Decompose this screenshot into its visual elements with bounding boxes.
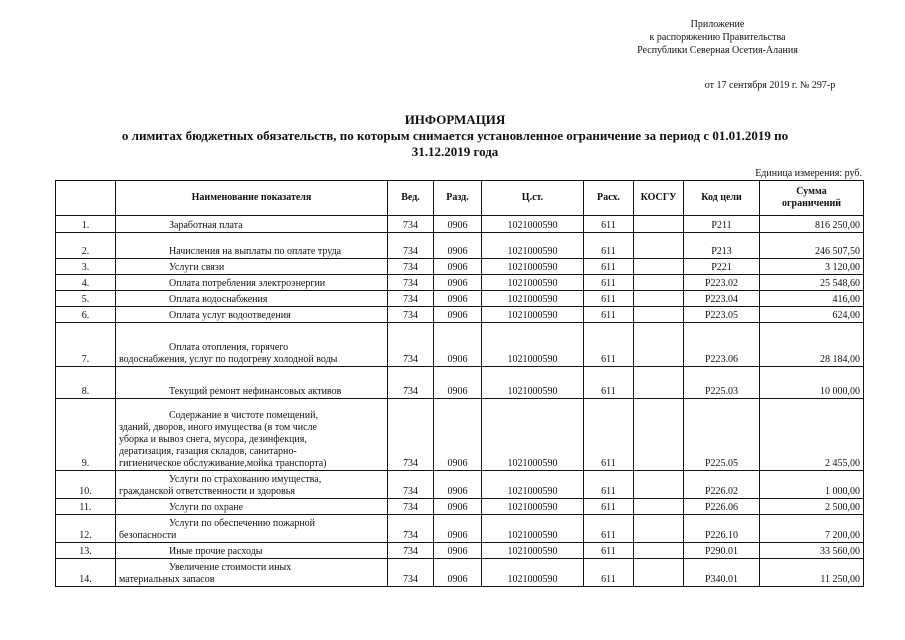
row-kosgu [634, 307, 684, 323]
row-number: 10. [56, 471, 116, 499]
row-rasx: 611 [584, 559, 634, 587]
row-ved: 734 [388, 233, 434, 259]
row-sum: 7 200,00 [760, 515, 864, 543]
row-name-line: Услуги по страхованию имущества, [169, 474, 322, 485]
col-header-rasx: Расх. [584, 181, 634, 216]
row-razd: 0906 [434, 515, 482, 543]
row-rasx: 611 [584, 499, 634, 515]
table-row [56, 471, 864, 499]
row-number: 14. [56, 559, 116, 587]
header-line-republic: Республики Северная Осетия-Алания [637, 45, 798, 56]
row-kod: Р226.06 [684, 499, 760, 515]
row-rasx: 611 [584, 275, 634, 291]
table-row [56, 515, 864, 543]
row-ved: 734 [388, 499, 434, 515]
title-line-2: о лимитах бюджетных обязательств, по которым снимается установленное ограничение за период с 01.01.2019 по [121, 128, 789, 143]
row-kod: Р340.01 [684, 559, 760, 587]
table-row [56, 559, 864, 587]
row-name-line: Услуги по обеспечению пожарной [169, 518, 316, 529]
row-number: 4. [56, 275, 116, 291]
row-sum: 2 455,00 [760, 399, 864, 471]
row-kod: Р221 [684, 259, 760, 275]
row-cst: 1021000590 [482, 307, 584, 323]
row-name-line: дератизация, газация складов, санитарно- [119, 446, 297, 457]
table-row [56, 499, 864, 515]
table-row [56, 216, 864, 233]
table-row [56, 399, 864, 471]
row-cst: 1021000590 [482, 499, 584, 515]
row-cst: 1021000590 [482, 559, 584, 587]
row-number: 7. [56, 323, 116, 367]
row-kosgu [634, 259, 684, 275]
row-ved: 734 [388, 216, 434, 233]
row-cst: 1021000590 [482, 291, 584, 307]
row-sum: 11 250,00 [760, 559, 864, 587]
row-number: 13. [56, 543, 116, 559]
row-number: 5. [56, 291, 116, 307]
row-name-line: Оплата услуг водоотведения [169, 310, 291, 321]
table-row [56, 367, 864, 399]
col-header-razd: Разд. [434, 181, 482, 216]
row-rasx: 611 [584, 291, 634, 307]
row-name-line: Услуги по охране [169, 502, 244, 513]
row-sum: 25 548,60 [760, 275, 864, 291]
row-rasx: 611 [584, 367, 634, 399]
row-kosgu [634, 499, 684, 515]
col-header-sum-line2: ограничений [782, 198, 841, 209]
row-name [116, 543, 388, 559]
row-rasx: 611 [584, 399, 634, 471]
row-razd: 0906 [434, 323, 482, 367]
row-number: 11. [56, 499, 116, 515]
row-name-line: Услуги связи [169, 262, 225, 273]
row-name [116, 399, 388, 471]
row-name-line: Заработная плата [169, 220, 243, 231]
row-name-line: гражданской ответственности и здоровья [119, 486, 295, 497]
row-name-line: Начисления на выплаты по оплате труда [169, 246, 342, 257]
row-razd: 0906 [434, 307, 482, 323]
row-name-line: Иные прочие расходы [169, 546, 263, 557]
row-kod: Р226.10 [684, 515, 760, 543]
row-ved: 734 [388, 543, 434, 559]
row-name-line: уборка и вывоз снега, мусора, дезинфекция, [119, 434, 307, 445]
row-kod: Р213 [684, 233, 760, 259]
row-number: 6. [56, 307, 116, 323]
row-sum: 246 507,50 [760, 233, 864, 259]
table-row [56, 543, 864, 559]
row-name [116, 367, 388, 399]
limits-table [55, 180, 864, 587]
row-name-line: зданий, дворов, иного имущества (в том числе [119, 422, 317, 433]
row-razd: 0906 [434, 216, 482, 233]
row-kod: Р223.05 [684, 307, 760, 323]
row-ved: 734 [388, 323, 434, 367]
row-sum: 624,00 [760, 307, 864, 323]
row-number: 1. [56, 216, 116, 233]
row-kosgu [634, 233, 684, 259]
table-row [56, 259, 864, 275]
row-rasx: 611 [584, 471, 634, 499]
row-rasx: 611 [584, 515, 634, 543]
row-name [116, 323, 388, 367]
row-kod: Р211 [684, 216, 760, 233]
title-line-1: ИНФОРМАЦИЯ [404, 112, 506, 127]
row-name [116, 471, 388, 499]
row-cst: 1021000590 [482, 515, 584, 543]
row-kosgu [634, 367, 684, 399]
row-name [116, 216, 388, 233]
title-line-3: 31.12.2019 года [411, 144, 499, 159]
row-rasx: 611 [584, 323, 634, 367]
row-name [116, 307, 388, 323]
col-header-ved: Вед. [388, 181, 434, 216]
header-date: от 17 сентября 2019 г. № 297-р [704, 80, 836, 91]
row-number: 12. [56, 515, 116, 543]
row-kod: Р226.02 [684, 471, 760, 499]
row-sum: 2 500,00 [760, 499, 864, 515]
row-kosgu [634, 559, 684, 587]
table-row [56, 307, 864, 323]
row-name-line: Текущий ремонт нефинансовых активов [169, 386, 342, 397]
table-row [56, 233, 864, 259]
row-sum: 28 184,00 [760, 323, 864, 367]
row-name-line: материальных запасов [119, 574, 215, 585]
row-name [116, 559, 388, 587]
row-ved: 734 [388, 471, 434, 499]
row-cst: 1021000590 [482, 471, 584, 499]
row-razd: 0906 [434, 499, 482, 515]
row-razd: 0906 [434, 259, 482, 275]
row-cst: 1021000590 [482, 233, 584, 259]
row-sum: 3 120,00 [760, 259, 864, 275]
row-ved: 734 [388, 515, 434, 543]
row-ved: 734 [388, 559, 434, 587]
row-cst: 1021000590 [482, 275, 584, 291]
row-kosgu [634, 543, 684, 559]
row-name-line: гигиеническое обслуживание,мойка транспорта) [119, 458, 327, 469]
row-sum: 33 560,00 [760, 543, 864, 559]
col-header-cst: Ц.ст. [482, 181, 584, 216]
row-number: 8. [56, 367, 116, 399]
row-kod: Р223.06 [684, 323, 760, 367]
row-cst: 1021000590 [482, 323, 584, 367]
row-name-line: водоснабжения, услуг по подогреву холодной воды [119, 354, 338, 365]
row-kod: Р225.03 [684, 367, 760, 399]
row-razd: 0906 [434, 559, 482, 587]
row-kod: Р223.02 [684, 275, 760, 291]
row-sum: 416,00 [760, 291, 864, 307]
row-kod: Р223.04 [684, 291, 760, 307]
row-ved: 734 [388, 307, 434, 323]
table-body [56, 216, 864, 587]
row-sum: 1 000,00 [760, 471, 864, 499]
row-name [116, 275, 388, 291]
row-name [116, 233, 388, 259]
row-kosgu [634, 471, 684, 499]
row-number: 9. [56, 399, 116, 471]
row-kod: Р290.01 [684, 543, 760, 559]
row-ved: 734 [388, 367, 434, 399]
header-line-order: к распоряжению Правительства [649, 32, 786, 43]
row-sum: 816 250,00 [760, 216, 864, 233]
row-razd: 0906 [434, 543, 482, 559]
table-row [56, 275, 864, 291]
row-razd: 0906 [434, 291, 482, 307]
row-name [116, 515, 388, 543]
row-rasx: 611 [584, 307, 634, 323]
col-header-kod: Код цели [684, 181, 760, 216]
col-header-name: Наименование показателя [116, 181, 388, 216]
table-row [56, 291, 864, 307]
row-rasx: 611 [584, 216, 634, 233]
row-kosgu [634, 291, 684, 307]
header-block [600, 18, 835, 57]
units-label: Единица измерения: руб. [755, 168, 862, 179]
row-cst: 1021000590 [482, 543, 584, 559]
row-cst: 1021000590 [482, 259, 584, 275]
row-razd: 0906 [434, 471, 482, 499]
row-kosgu [634, 275, 684, 291]
row-kod: Р225.05 [684, 399, 760, 471]
col-header-kosgu: КОСГУ [634, 181, 684, 216]
row-name [116, 259, 388, 275]
col-header-num [56, 181, 116, 216]
row-cst: 1021000590 [482, 399, 584, 471]
row-rasx: 611 [584, 233, 634, 259]
row-ved: 734 [388, 275, 434, 291]
col-header-sum [760, 181, 864, 216]
row-name [116, 499, 388, 515]
row-name-line: Оплата водоснабжения [169, 294, 268, 305]
row-ved: 734 [388, 259, 434, 275]
row-name-line: Оплата отопления, горячего [169, 342, 289, 353]
row-razd: 0906 [434, 367, 482, 399]
row-name-line: Оплата потребления электроэнергии [169, 278, 326, 289]
row-kosgu [634, 323, 684, 367]
row-razd: 0906 [434, 233, 482, 259]
row-name-line: Увеличение стоимости иных [169, 562, 292, 573]
row-kosgu [634, 399, 684, 471]
row-name-line: безопасности [119, 530, 177, 541]
row-razd: 0906 [434, 275, 482, 291]
header-line-appendix: Приложение [690, 19, 745, 30]
row-sum: 10 000,00 [760, 367, 864, 399]
row-rasx: 611 [584, 259, 634, 275]
row-name [116, 291, 388, 307]
row-razd: 0906 [434, 399, 482, 471]
row-kosgu [634, 515, 684, 543]
row-ved: 734 [388, 399, 434, 471]
row-cst: 1021000590 [482, 367, 584, 399]
table-row [56, 323, 864, 367]
row-cst: 1021000590 [482, 216, 584, 233]
row-kosgu [634, 216, 684, 233]
row-name-line: Содержание в чистоте помещений, [169, 410, 318, 421]
table-header-row [56, 181, 864, 216]
row-ved: 734 [388, 291, 434, 307]
col-header-sum-line1: Сумма [796, 186, 827, 197]
row-rasx: 611 [584, 543, 634, 559]
document-title [40, 112, 870, 160]
row-number: 3. [56, 259, 116, 275]
row-number: 2. [56, 233, 116, 259]
